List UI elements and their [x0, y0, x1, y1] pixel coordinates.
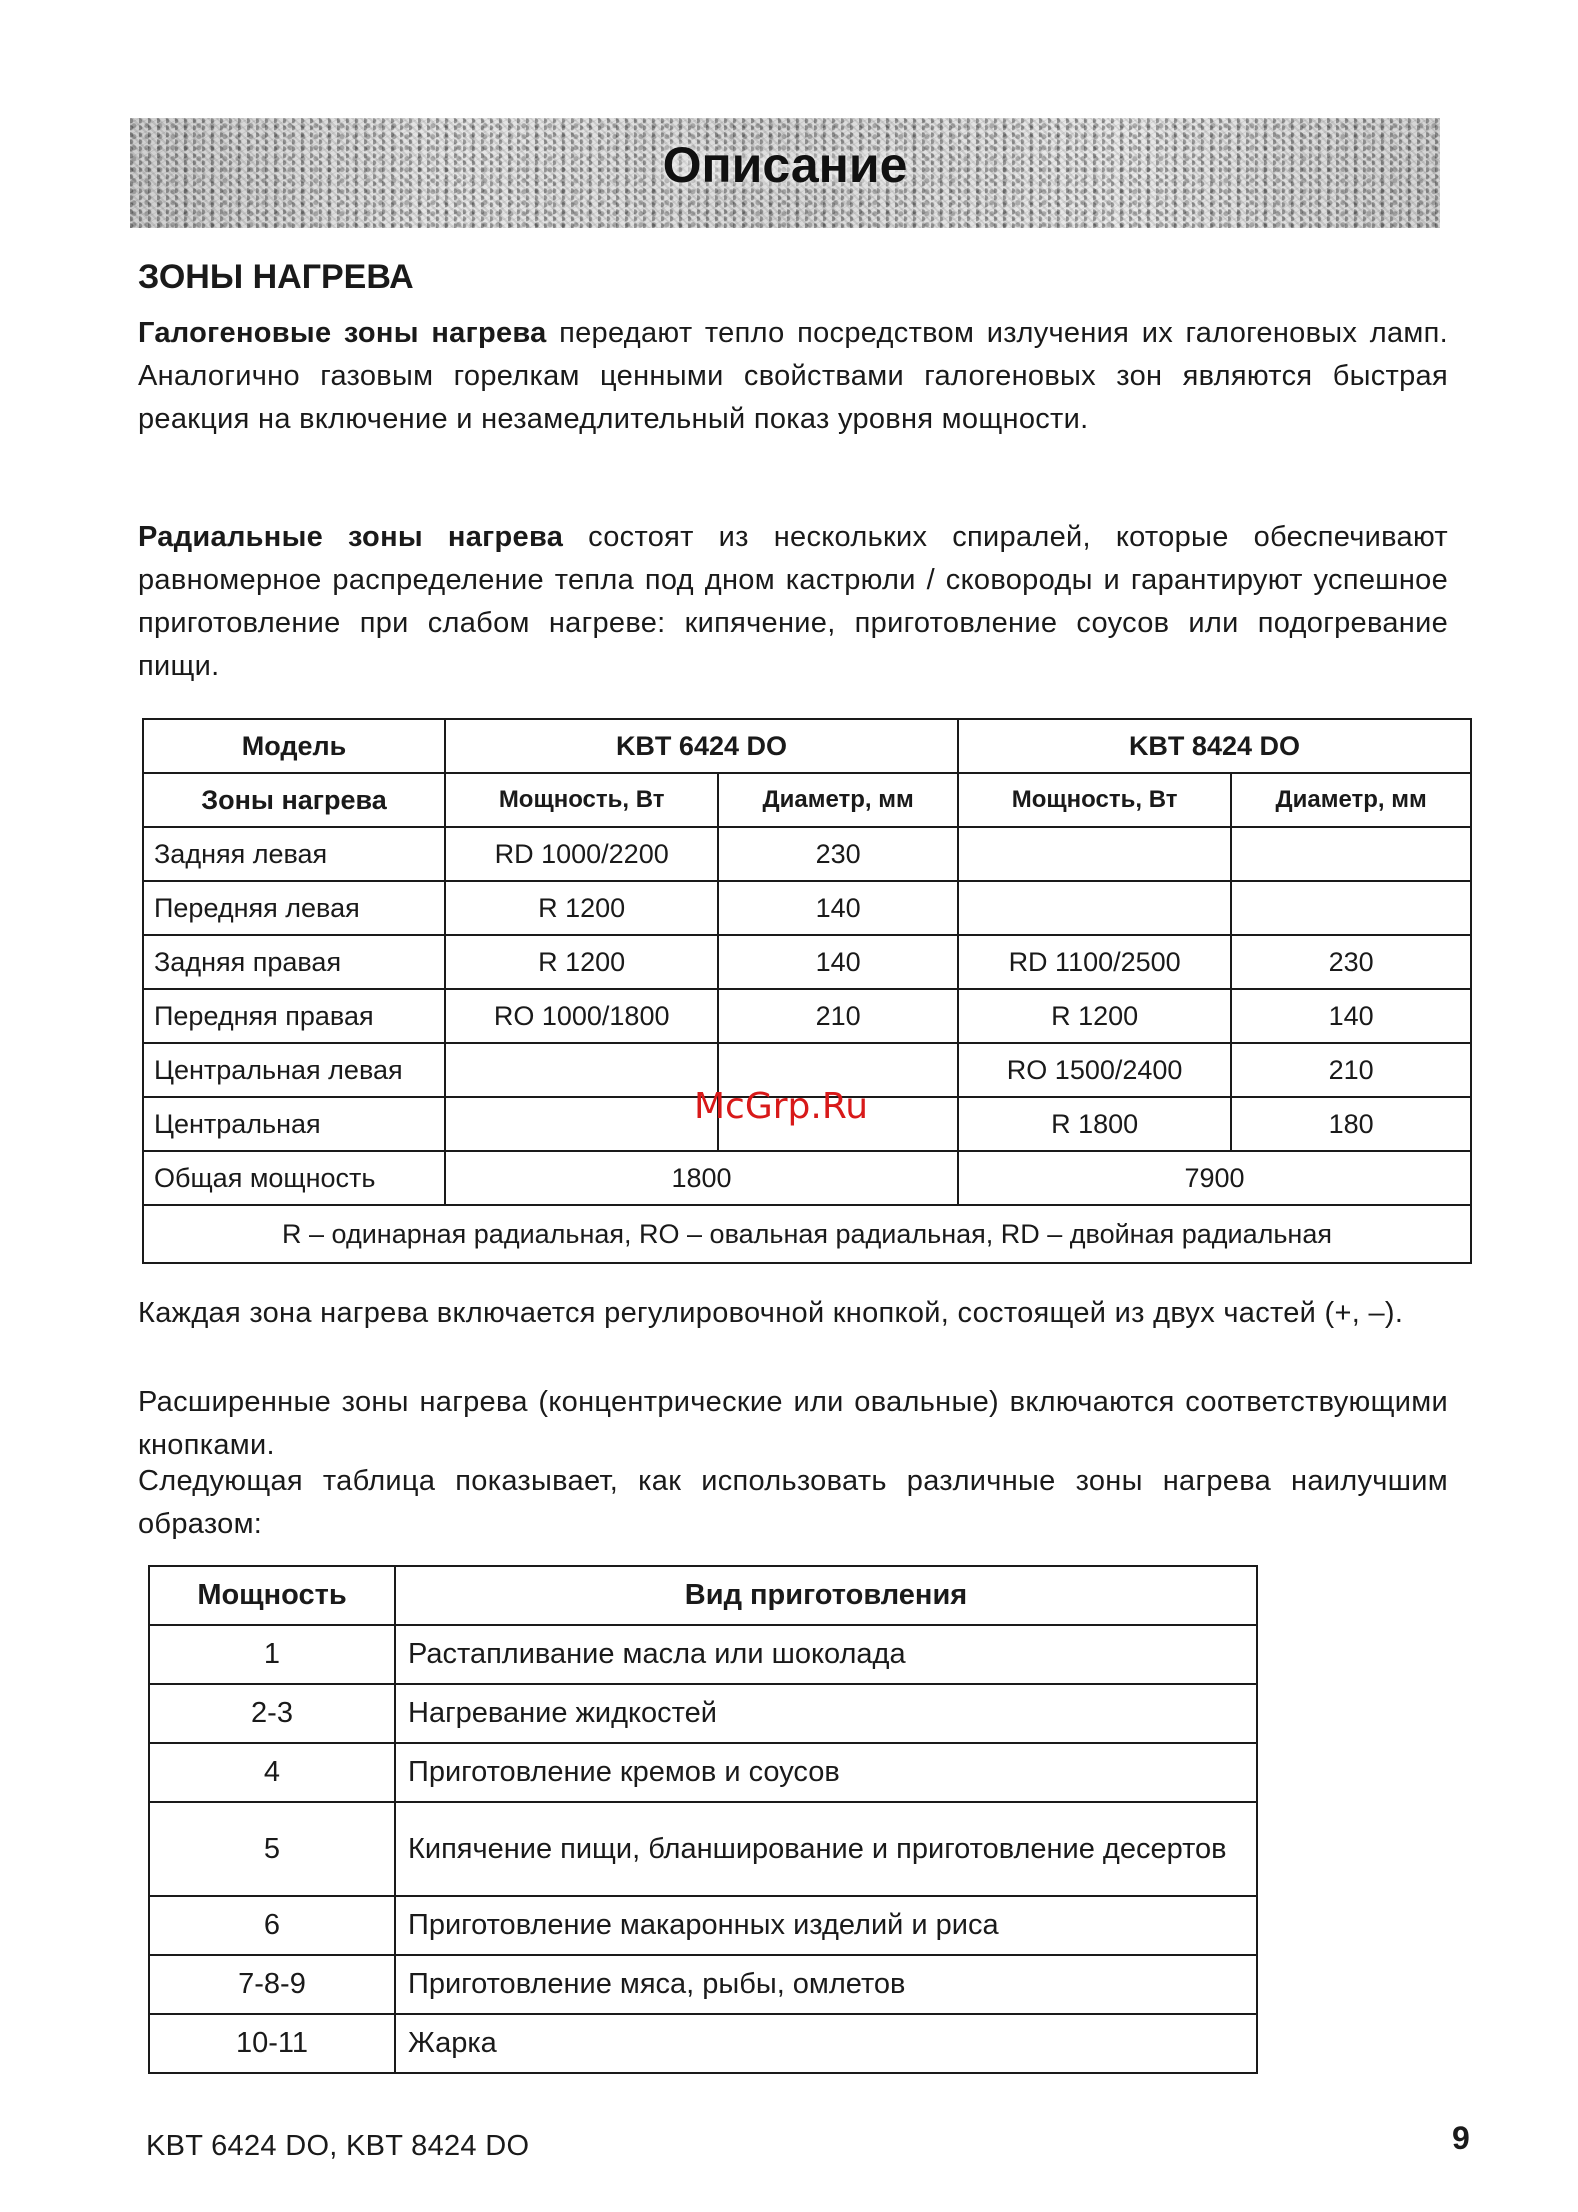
power-value: R 1200 — [958, 989, 1231, 1043]
power-level: 10-11 — [149, 2014, 395, 2073]
footer-models: KBT 6424 DO, KBT 8424 DO — [146, 2130, 530, 2162]
zones-table-model-row — [143, 719, 1471, 773]
zone-name: Центральная левая — [143, 1043, 445, 1097]
cooking-type: Нагревание жидкостей — [395, 1684, 1257, 1743]
power-column-header: Мощность — [149, 1566, 395, 1625]
total-value-1: 1800 — [445, 1151, 958, 1205]
cooking-type: Приготовление макаронных изделий и риса — [395, 1896, 1257, 1955]
diameter-value — [1231, 881, 1471, 935]
table-row — [143, 827, 1471, 881]
zones-table — [142, 718, 1472, 1264]
zones-table-subheader-row — [143, 773, 1471, 827]
power-value — [958, 827, 1231, 881]
zone-name: Центральная — [143, 1097, 445, 1151]
power-value — [445, 1097, 718, 1151]
zone-name: Передняя левая — [143, 881, 445, 935]
usage-header-row — [149, 1566, 1257, 1625]
power-level: 1 — [149, 1625, 395, 1684]
cooking-type: Жарка — [395, 2014, 1257, 2073]
control-paragraph: Каждая зона нагрева включается регулировочной кнопкой, состоящей из двух частей (+, –). — [138, 1297, 1404, 1329]
total-value-2: 7900 — [958, 1151, 1471, 1205]
diameter-value — [1231, 827, 1471, 881]
cooking-type: Приготовление кремов и соусов — [395, 1743, 1257, 1802]
watermark: McGrp.Ru — [694, 1086, 869, 1127]
halogen-text: передают тепло посредством излучения их галогеновых ламп. Аналогично газовым горелкам ценными свойствами галогеновых зон являются быстрая реакция на включение и незамедлительный показ уровня мощности. — [138, 317, 1448, 435]
table-row — [149, 1896, 1257, 1955]
diameter-value: 210 — [1231, 1043, 1471, 1097]
power-value: R 1200 — [445, 935, 718, 989]
table-row — [143, 881, 1471, 935]
diameter-value: 140 — [718, 881, 958, 935]
cooking-type: Кипячение пищи, бланширование и приготовление десертов — [395, 1802, 1257, 1896]
section-title: ЗОНЫ НАГРЕВА — [138, 258, 414, 296]
zone-name: Задняя левая — [143, 827, 445, 881]
extended-zones-paragraph: Расширенные зоны нагрева (концентрические или овальные) включаются соответствующими кнопками. — [138, 1386, 1448, 1461]
total-row — [143, 1151, 1471, 1205]
table-row — [143, 989, 1471, 1043]
total-label: Общая мощность — [143, 1151, 445, 1205]
power-level: 7-8-9 — [149, 1955, 395, 2014]
model1-header: KBT 6424 DO — [445, 719, 958, 773]
table-row — [149, 2014, 1257, 2073]
power-header-1: Мощность, Вт — [445, 773, 718, 827]
cooking-type: Приготовление мяса, рыбы, омлетов — [395, 1955, 1257, 2014]
table-row — [143, 935, 1471, 989]
halogen-paragraph — [138, 312, 1448, 441]
diameter-value: 180 — [1231, 1097, 1471, 1151]
table-row — [149, 1743, 1257, 1802]
radial-paragraph — [138, 516, 1448, 688]
power-level: 6 — [149, 1896, 395, 1955]
diameter-header-2: Диаметр, мм — [1231, 773, 1471, 827]
table-row — [149, 1802, 1257, 1896]
power-value: RO 1000/1800 — [445, 989, 718, 1043]
power-value: R 1200 — [445, 881, 718, 935]
diameter-value: 140 — [1231, 989, 1471, 1043]
zone-name: Передняя правая — [143, 989, 445, 1043]
power-value: R 1800 — [958, 1097, 1231, 1151]
power-level: 5 — [149, 1802, 395, 1896]
power-value: RD 1100/2500 — [958, 935, 1231, 989]
diameter-header-1: Диаметр, мм — [718, 773, 958, 827]
usage-table — [148, 1565, 1258, 2074]
zone-name: Задняя правая — [143, 935, 445, 989]
page-title: Описание — [662, 137, 908, 193]
usage-intro-paragraph: Следующая таблица показывает, как использовать различные зоны нагрева наилучшим образом: — [138, 1465, 1448, 1540]
diameter-value: 230 — [718, 827, 958, 881]
power-value: RD 1000/2200 — [445, 827, 718, 881]
legend-note: R – одинарная радиальная, RO – овальная радиальная, RD – двойная радиальная — [143, 1205, 1471, 1263]
radial-term: Радиальные зоны нагрева — [138, 521, 564, 553]
model-header: Модель — [143, 719, 445, 773]
cooking-type: Растапливание масла или шоколада — [395, 1625, 1257, 1684]
power-value — [445, 1043, 718, 1097]
diameter-value: 210 — [718, 989, 958, 1043]
power-value — [958, 881, 1231, 935]
model2-header: KBT 8424 DO — [958, 719, 1471, 773]
zones-header: Зоны нагрева — [143, 773, 445, 827]
diameter-value: 230 — [1231, 935, 1471, 989]
table-row — [149, 1684, 1257, 1743]
power-value: RO 1500/2400 — [958, 1043, 1231, 1097]
radial-text: состоят из нескольких спиралей, которые обеспечивают равномерное распределение тепла под дном кастрюли / сковороды и гарантируют успешное приготовление при слабом нагреве: кипячение, приготовление соусов или подогревание пищи. — [138, 521, 1448, 682]
power-level: 2-3 — [149, 1684, 395, 1743]
diameter-value: 140 — [718, 935, 958, 989]
halogen-term: Галогеновые зоны нагрева — [138, 317, 547, 349]
cooking-type-column-header: Вид приготовления — [395, 1566, 1257, 1625]
power-header-2: Мощность, Вт — [958, 773, 1231, 827]
legend-row — [143, 1205, 1471, 1263]
section-banner — [130, 118, 1440, 228]
power-level: 4 — [149, 1743, 395, 1802]
table-row — [149, 1625, 1257, 1684]
table-row — [149, 1955, 1257, 2014]
page-number: 9 — [1452, 2120, 1470, 2156]
